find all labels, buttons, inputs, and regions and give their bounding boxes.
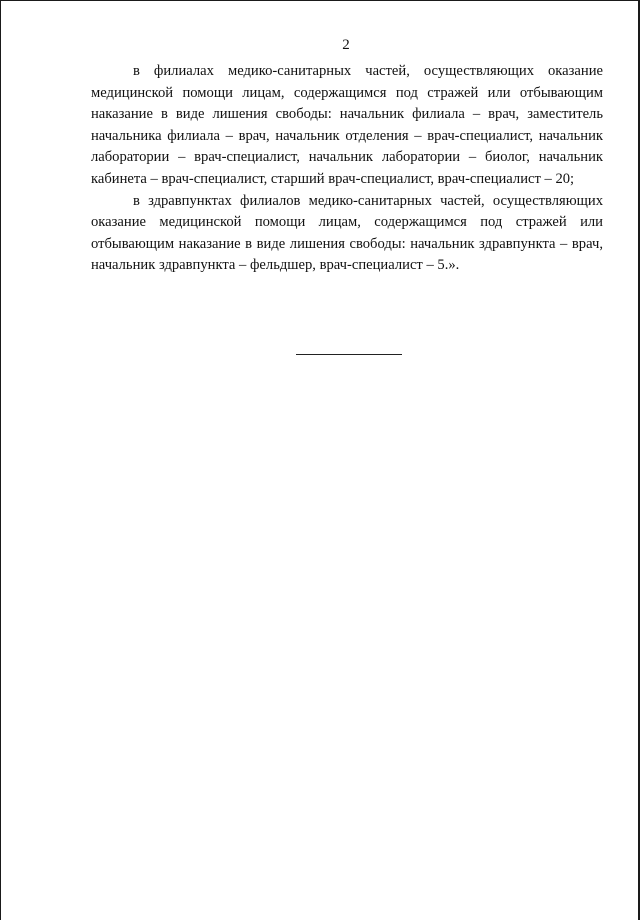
paragraph-health-posts: в здравпунктах филиалов медико-санитарных частей, осуществляющих оказание медицинской помощи лицам, содержащимся под стражей или отбывающим наказание в виде лишения свободы: начальник здравпункта – врач, начальник здравпункта – фельдшер, врач-специалист – 5.». (91, 192, 603, 274)
paragraph-branches: в филиалах медико-санитарных частей, осуществляющих оказание медицинской помощи лицам, содержащимся под стражей или отбывающим наказание в виде лишения свободы: начальник филиала – врач, заместитель начальника филиала – врач, начальник отделения – врач-специалист, начальник лаборатории – врач-специалист, начальник лаборатории – биолог, начальник кабинета – врач-специалист, старший врач-специалист, врач-специалист – 20; (91, 63, 603, 187)
page-number: 2 (342, 37, 350, 53)
document-body (91, 61, 603, 277)
end-separator-line (296, 354, 402, 355)
